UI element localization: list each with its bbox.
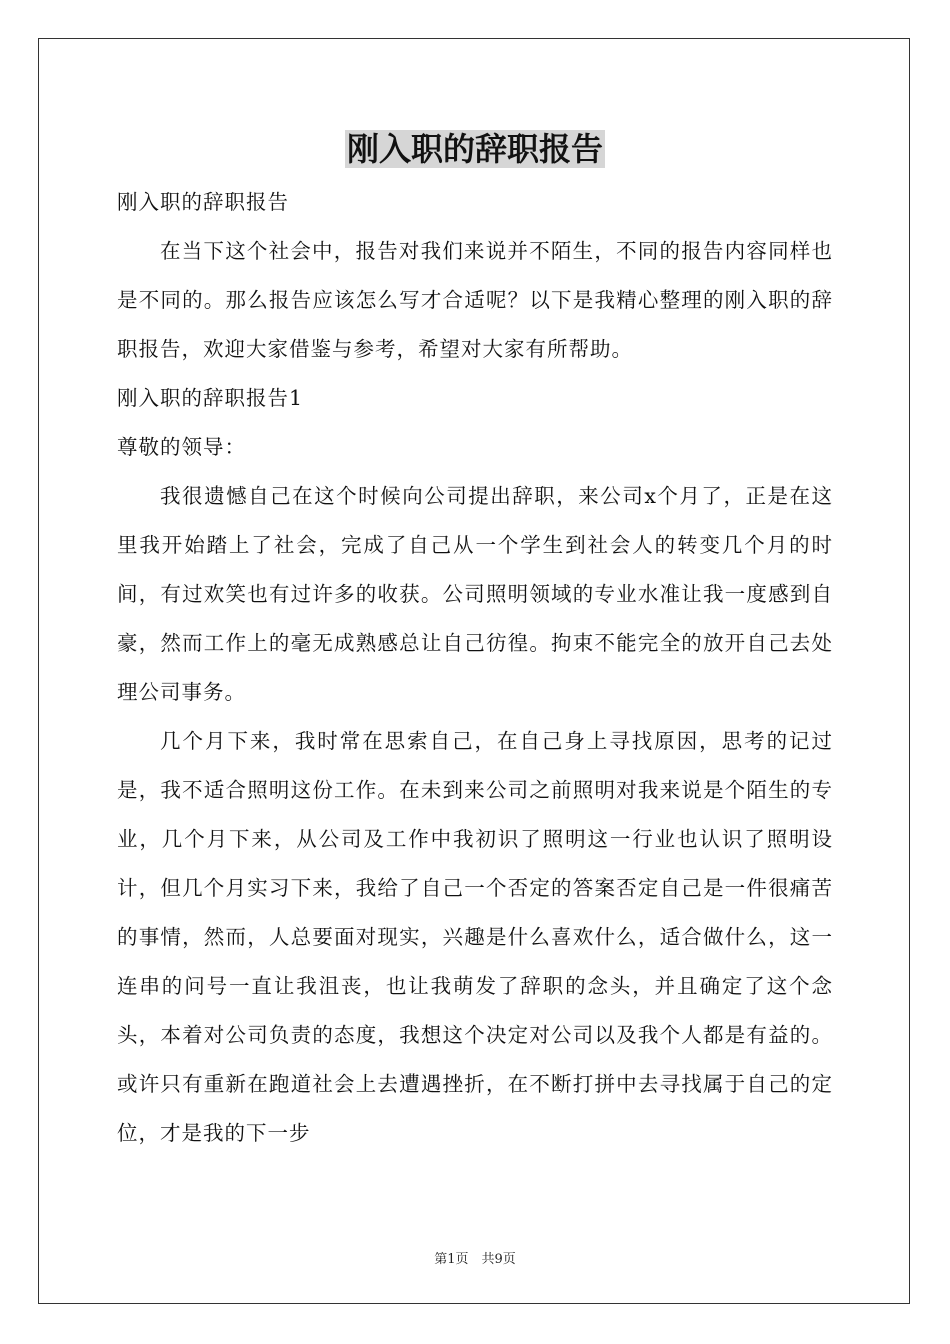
page-number: 第1页 共9页: [434, 1252, 516, 1267]
salutation: 尊敬的领导：: [117, 435, 246, 459]
body-paragraph-1: 我很遗憾自己在这个时候向公司提出辞职，来公司x个月了，正是在这里我开始踏上了社会，完成了自己从一个学生到社会人的转变几个月的时间，有过欢笑也有过许多的收获。公司照明领域的专业水准让我一度感到自豪，然而工作上的毫无成熟感总让自己彷徨。拘束不能完全的放开自己去处理公司事务。: [117, 484, 833, 704]
document-title-text: 刚入职的辞职报告: [346, 130, 603, 168]
document-body: [117, 178, 833, 1158]
page-footer: [0, 1248, 950, 1267]
section-heading: 刚入职的辞职报告1: [117, 386, 304, 410]
document-subtitle: 刚入职的辞职报告: [117, 190, 289, 214]
intro-paragraph: 在当下这个社会中，报告对我们来说并不陌生，不同的报告内容同样也是不同的。那么报告应该怎么写才合适呢？以下是我精心整理的刚入职的辞职报告，欢迎大家借鉴与参考，希望对大家有所帮助。: [117, 239, 833, 361]
body-paragraph-2: 几个月下来，我时常在思索自己，在自己身上寻找原因，思考的记过是，我不适合照明这份工作。在未到来公司之前照明对我来说是个陌生的专业，几个月下来，从公司及工作中我初识了照明这一行业也认识了照明设计，但几个月实习下来，我给了自己一个否定的答案否定自己是一件很痛苦的事情，然而，人总要面对现实，兴趣是什么喜欢什么，适合做什么，这一连串的问号一直让我沮丧，也让我萌发了辞职的念头，并且确定了这个念头，本着对公司负责的态度，我想这个决定对公司以及我个人都是有益的。或许只有重新在跑道社会上去遭遇挫折，在不断打拼中去寻找属于自己的定位，才是我的下一步: [117, 729, 833, 1145]
document-title: [0, 126, 950, 172]
